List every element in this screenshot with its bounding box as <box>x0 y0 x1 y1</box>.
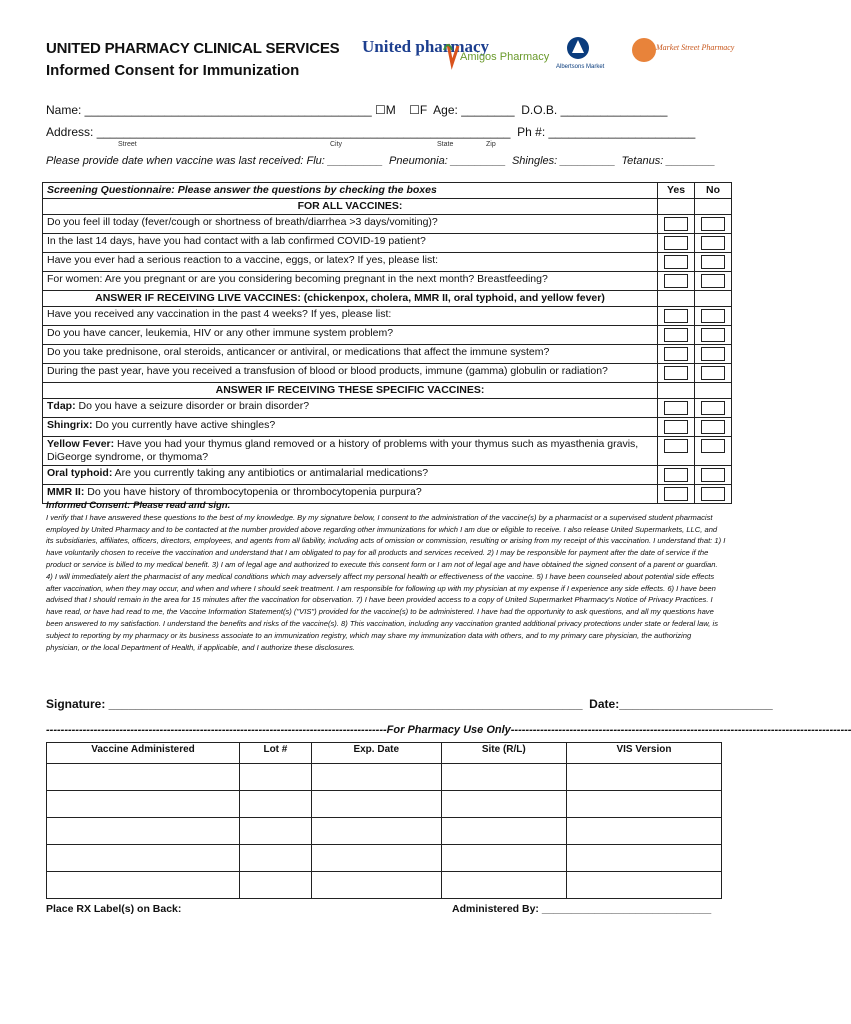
yes-checkbox[interactable] <box>664 309 688 323</box>
question-row: Yellow Fever: Have you had your thymus gland removed or a history of problems with your thymus such as myasthenia gravis, DiGeorge syndrome, or thymoma? <box>43 437 732 466</box>
question-row: Tdap: Do you have a seizure disorder or brain disorder? <box>43 399 732 418</box>
pharmacy-logos <box>360 36 735 76</box>
pharmacy-use-table <box>46 742 722 899</box>
yes-checkbox[interactable] <box>664 487 688 501</box>
yes-checkbox[interactable] <box>664 236 688 250</box>
rx-label-note: Place RX Label(s) on Back: <box>46 903 182 915</box>
table-row <box>47 818 722 845</box>
question-row: Do you take prednisone, oral steroids, anticancer or antiviral, or medications that affect the immune system? <box>43 345 732 364</box>
yes-checkbox[interactable] <box>664 217 688 231</box>
yes-checkbox[interactable] <box>664 347 688 361</box>
questionnaire-title: Screening Questionnaire: Please answer the questions by checking the boxes <box>43 183 658 199</box>
no-header: No <box>695 183 732 199</box>
no-checkbox[interactable] <box>701 347 725 361</box>
col-exp: Exp. Date <box>311 743 441 764</box>
yes-checkbox[interactable] <box>664 439 688 453</box>
question-row: For women: Are you pregnant or are you considering becoming pregnant in the next month? Breastfeeding? <box>43 272 732 291</box>
yes-checkbox[interactable] <box>664 420 688 434</box>
yes-checkbox[interactable] <box>664 468 688 482</box>
addr-label-state: State <box>437 141 454 148</box>
no-checkbox[interactable] <box>701 255 725 269</box>
table-row <box>47 764 722 791</box>
no-checkbox[interactable] <box>701 487 725 501</box>
yes-header: Yes <box>658 183 695 199</box>
question-row: Do you have cancer, leukemia, HIV or any other immune system problem? <box>43 326 732 345</box>
yes-checkbox[interactable] <box>664 366 688 380</box>
consent-title: Informed Consent: Please read and sign. <box>46 500 231 511</box>
no-checkbox[interactable] <box>701 366 725 380</box>
question-row: MMR II: Do you have history of thrombocytopenia or thrombocytopenia purpura? <box>43 485 732 504</box>
no-checkbox[interactable] <box>701 236 725 250</box>
no-checkbox[interactable] <box>701 274 725 288</box>
form-title: UNITED PHARMACY CLINICAL SERVICES <box>46 40 340 57</box>
addr-label-street: Street <box>118 141 137 148</box>
logo-market-street-text: Market Street Pharmacy <box>656 43 735 52</box>
form-subtitle: Informed Consent for Immunization <box>46 62 300 79</box>
table-row <box>47 845 722 872</box>
addr-label-city: City <box>330 141 343 148</box>
yes-checkbox[interactable] <box>664 401 688 415</box>
signature-date-line[interactable]: Signature: _______________________________________________________________________ Date:_______________________ <box>46 697 773 711</box>
table-row <box>47 872 722 899</box>
consent-body: I verify that I have answered these questions to the best of my knowledge. By my signature below, I consent to the administration of the vaccine(s) by a pharmacist or a supervised student pharmacist employed by United Pharmacy and to be contacted at the number provided above regarding other immunizations for which I am due or eligible to receive. I also release United Supermarkets, LLC, and its subsidiaries, affiliates, officers, directors, employees, and agents from all liability, including acts of omission or commission, resulting or arising from my receipt of this vaccination. I understand that: 1) I have voluntarily chosen to receive the vaccination and understand that I am obligated to pay for all products and services received. 2) I may be responsible for payment after the date of service if the product or service is billed to my medical benefit. 3) I am of legal age and authorized to execute this consent form or I am not of legal age and have obtained the signed consent of a parent or guardian. 4) I will immediately alert the pharmacist of any medical conditions which may adversely affect my personal health or effectiveness of the vaccine. 5) I have been counseled about potential side effects after vaccination, when they may occur, and when and where I should seek treatment. I am responsible for following up with my physician at my expense if I experience any side effects. 6) I have been advised that I should remain in the area for 15 minutes after the vaccination for observation. 7) I have been provided access to a copy of United Supermarket Pharmacy's Notice of Privacy Practices. I have read, or have had read to me, the Vaccine Information Statement(s) ("VIS") provided for the vaccine(s) to be administered. I have had the opportunity to ask questions, and all my questions have been answered to my satisfaction. I understand the benefits and risks of the vaccine(s). 8) This vaccination, including any vaccination granted additional privacy protections under state or federal law, is subject to reporting by my pharmacy or its business associate to an immunization registry, which may share my immunization data with others, and to my primary care physician, the authorizing physician, or the local Department of Health, if applicable, and I authorize these disclosures. <box>46 512 726 652</box>
no-checkbox[interactable] <box>701 217 725 231</box>
screening-questionnaire <box>42 182 732 504</box>
no-checkbox[interactable] <box>701 401 725 415</box>
informed-consent <box>46 500 726 653</box>
table-row <box>47 791 722 818</box>
yes-checkbox[interactable] <box>664 274 688 288</box>
col-site: Site (R/L) <box>441 743 566 764</box>
no-checkbox[interactable] <box>701 328 725 342</box>
name-gender-age-dob-line[interactable]: Name: ___________________________________________ ☐M ☐F Age: ________ D.O.B. ________________ <box>46 103 668 117</box>
section-all-vaccines: FOR ALL VACCINES: <box>43 199 658 215</box>
question-row: Do you feel ill today (fever/cough or shortness of breath/diarrhea >3 days/vomiting)? <box>43 215 732 234</box>
no-checkbox[interactable] <box>701 309 725 323</box>
question-row: During the past year, have you received a transfusion of blood or blood products, immune (gamma) globulin or radiation? <box>43 364 732 383</box>
pharmacy-use-divider: ---------------------------------------------------------------------------------------------For Pharmacy Use Only--------------------------------------------------------------------------------------------- <box>46 724 851 736</box>
yes-checkbox[interactable] <box>664 255 688 269</box>
vaccine-last-received-line[interactable]: Please provide date when vaccine was last received: Flu: _________ Pneumonia: _________ Shingles: _________ Tetanus: ________ <box>46 155 716 167</box>
address-phone-line[interactable]: Address: ______________________________________________________________ Ph #: ______________________ <box>46 125 696 139</box>
question-row: Oral typhoid: Are you currently taking any antibiotics or antimalarial medications? <box>43 466 732 485</box>
section-specific-vaccines: ANSWER IF RECEIVING THESE SPECIFIC VACCINES: <box>43 383 658 399</box>
yes-checkbox[interactable] <box>664 328 688 342</box>
col-lot: Lot # <box>240 743 312 764</box>
col-vis: VIS Version <box>566 743 721 764</box>
question-row: Have you ever had a serious reaction to a vaccine, eggs, or latex? If yes, please list: <box>43 253 732 272</box>
administered-by-line[interactable]: Administered By: _____________________________ <box>452 903 712 915</box>
section-live-vaccines: ANSWER IF RECEIVING LIVE VACCINES: (chickenpox, cholera, MMR II, oral typhoid, and yellow fever) <box>43 291 658 307</box>
logo-amigos-text: Amigos Pharmacy <box>460 51 550 63</box>
no-checkbox[interactable] <box>701 468 725 482</box>
logo-albertsons-text: Albertsons Market <box>556 64 605 70</box>
addr-label-zip: Zip <box>486 141 496 148</box>
logo-united-text: United pharmacy <box>362 37 490 56</box>
albertsons-logo <box>556 37 605 70</box>
question-row: Shingrix: Do you currently have active shingles? <box>43 418 732 437</box>
no-checkbox[interactable] <box>701 420 725 434</box>
question-row: In the last 14 days, have you had contact with a lab confirmed COVID-19 patient? <box>43 234 732 253</box>
col-vaccine: Vaccine Administered <box>47 743 240 764</box>
market-street-logo <box>632 38 735 62</box>
question-row: Have you received any vaccination in the past 4 weeks? If yes, please list: <box>43 307 732 326</box>
no-checkbox[interactable] <box>701 439 725 453</box>
